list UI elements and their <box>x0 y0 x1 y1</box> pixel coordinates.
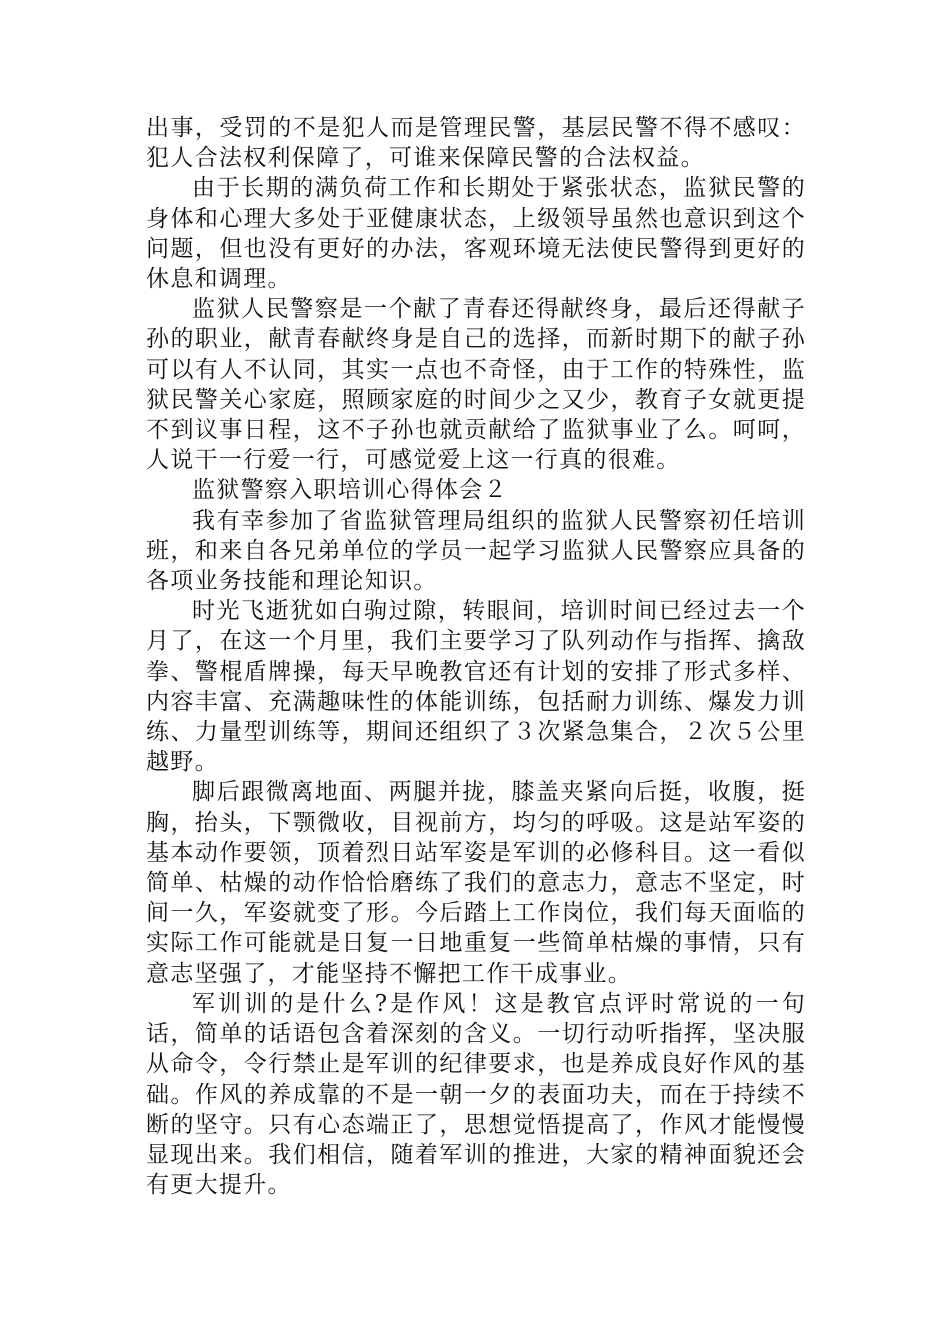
paragraph-military-posture: 脚后跟微离地面、两腿并拢，膝盖夹紧向后挺，收腹，挺胸，抬头，下颚微收，目视前方，均匀的呼吸。这是站军姿的基本动作要领，顶着烈日站军姿是军训的必修科目。这一看似简单、枯燥的动作恰恰磨练了我们的意志力，意志不坚定，时间一久，军姿就变了形。今后踏上工作岗位，我们每天面临的实际工作可能就是日复一日地重复一些简单枯燥的事情，只有意志坚强了，才能坚持不懈把工作干成事业。 <box>146 779 806 987</box>
section-heading: 监狱警察入职培训心得体会２ <box>192 477 508 504</box>
paragraph-dedication: 监狱人民警察是一个献了青春还得献终身，最后还得献子孙的职业，献青春献终身是自己的选择，而新时期下的献子孙可以有人不认同，其实一点也不奇怪，由于工作的特殊性，监狱民警关心家庭，照顾家庭的时间少之又少，教育子女就更提不到议事日程，这不子孙也就贡献给了监狱事业了么。呵呵，人说干一行爱一行，可感觉爱上这一行真的很难。 <box>146 296 806 474</box>
paragraph-health: 由于长期的满负荷工作和长期处于紧张状态，监狱民警的身体和心理大多处于亚健康状态，上级领导虽然也意识到这个问题，但也没有更好的办法，客观环境无法使民警得到更好的休息和调理。 <box>146 175 806 293</box>
paragraph-training-intro: 我有幸参加了省监狱管理局组织的监狱人民警察初任培训班，和来自各兄弟单位的学员一起学习监狱人民警察应具备的各项业务技能和理论知识。 <box>146 507 806 595</box>
document-body <box>146 113 806 1200</box>
paragraph-training-month: 时光飞逝犹如白驹过隙，转眼间，培训时间已经过去一个月了，在这一个月里，我们主要学习了队列动作与指挥、擒敌拳、警棍盾牌操，每天早晚教官还有计划的安排了形式多样、内容丰富、充满趣味性的体能训练，包括耐力训练、爆发力训练、力量型训练等，期间还组织了３次紧急集合，２次５公里越野。 <box>146 598 806 776</box>
paragraph-continuation: 出事，受罚的不是犯人而是管理民警，基层民警不得不感叹：犯人合法权利保障了，可谁来保障民警的合法权益。 <box>146 115 806 172</box>
paragraph-work-style: 军训训的是什么?是作风！这是教官点评时常说的一句话，简单的话语包含着深刻的含义。一切行动听指挥，坚决服从命令，令行禁止是军训的纪律要求，也是养成良好作风的基础。作风的养成靠的不是一朝一夕的表面功夫，而在于持续不断的坚守。只有心态端正了，思想觉悟提高了，作风才能慢慢显现出来。我们相信，随着军训的推进，大家的精神面貌还会有更大提升。 <box>146 990 806 1199</box>
